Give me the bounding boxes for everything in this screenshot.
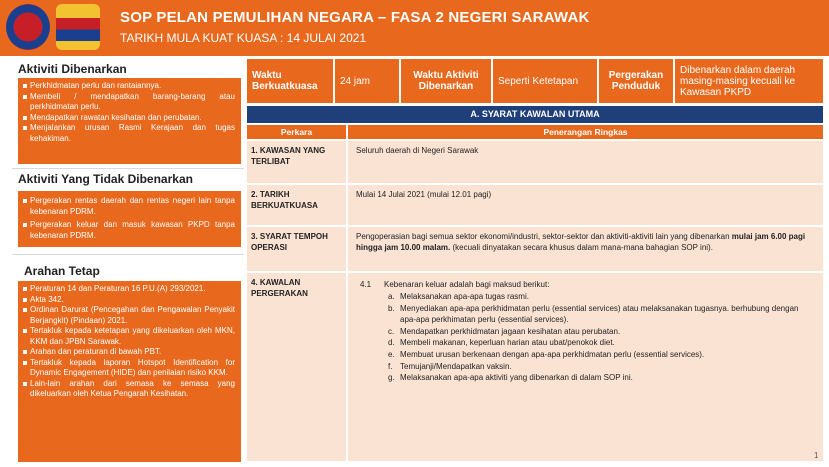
- waktu-aktiviti-label: Waktu Aktiviti Dibenarkan: [401, 59, 491, 103]
- pergerakan-value: Dibenarkan dalam daerah masing-masing kecuali ke Kawasan PKPD: [675, 59, 823, 103]
- item-text: Melaksanakan apa-apa aktiviti yang dibenarkan di dalam SOP ini.: [400, 373, 633, 383]
- divider: [12, 254, 244, 255]
- list-item: Pergerakan keluar dan masuk kawasan PKPD tanpa kebenaran PDRM.: [22, 220, 235, 241]
- item-text: Membeli makanan, keperluan harian atau ubat/penokok diet.: [400, 338, 615, 348]
- allowed-activities-box: [18, 78, 241, 164]
- row-value-kawalan: [348, 273, 823, 461]
- row-value-syarat: [348, 227, 823, 271]
- list-item: [372, 349, 815, 361]
- syarat-text-post: (kecuali dinyatakan secara khusus dalam mana-mana bahagian SOP ini).: [450, 243, 713, 252]
- column-header-perkara: Perkara: [247, 125, 346, 139]
- section-heading-not-allowed: Aktiviti Yang Tidak Dibenarkan: [18, 172, 193, 186]
- row-value-kawasan: Seluruh daerah di Negeri Sarawak: [348, 141, 823, 183]
- list-item: [372, 372, 815, 384]
- section-heading-allowed: Aktiviti Dibenarkan: [18, 62, 127, 76]
- list-item: [372, 361, 815, 373]
- agency-logo: [6, 4, 50, 50]
- list-item: [372, 303, 815, 326]
- row-label-tarikh: 2. TARIKH BERKUATKUASA: [247, 185, 346, 225]
- row-label-kawalan: 4. KAWALAN PERGERAKAN: [247, 273, 346, 461]
- list-item: [372, 326, 815, 338]
- standing-orders-box: [18, 281, 241, 462]
- item-text: Temujanji/Mendapatkan vaksin.: [400, 361, 512, 371]
- intro-line: [356, 279, 815, 290]
- item-text: Mendapatkan perkhidmatan jagaan kesihatan atau perubatan.: [400, 326, 621, 336]
- intro-text: Kebenaran keluar adalah bagi maksud berikut:: [384, 280, 550, 289]
- item-key: e.: [388, 349, 395, 359]
- syarat-text-pre: Pengoperasian bagi semua sektor ekonomi/industri, sektor-sektor dan aktiviti-aktiviti lain yang dibenarkan: [356, 232, 732, 241]
- item-key: d.: [388, 338, 395, 348]
- header-bar: [0, 0, 829, 56]
- column-header-penerangan: Penerangan Ringkas: [348, 125, 823, 139]
- list-item: Pergerakan rentas daerah dan rentas negeri lain tanpa kebenaran PDRM.: [22, 196, 235, 217]
- pergerakan-label: Pergerakan Penduduk: [599, 59, 673, 103]
- item-text: Melaksanakan apa-apa tugas rasmi.: [400, 292, 529, 301]
- list-item: [372, 291, 815, 303]
- list-item: [372, 337, 815, 349]
- intro-number: 4.1: [360, 280, 372, 289]
- item-key: c.: [388, 326, 395, 336]
- list-item: Tertakluk kepada ketetapan yang dikeluarkan oleh MKN, KKM dan JPBN Sarawak.: [22, 326, 235, 347]
- list-item: Menjalankan urusan Rasmi Kerajaan dan tugas kehakiman.: [22, 123, 235, 144]
- list-item: Peraturan 14 dan Peraturan 16 P.U.(A) 293/2021.: [22, 284, 235, 295]
- list-item: Ordinan Darurat (Pencegahan dan Pengawalan Penyakit Berjangkit) (Pindaan) 2021.: [22, 305, 235, 326]
- summary-row: [247, 59, 823, 103]
- divider: [12, 168, 244, 169]
- list-item: Akta 342.: [22, 295, 235, 306]
- item-key: a.: [388, 292, 395, 301]
- item-key: b.: [388, 303, 395, 313]
- coat-of-arms-logo: [56, 4, 100, 50]
- waktu-aktiviti-value: Seperti Ketetapan: [493, 59, 597, 103]
- list-item: Perkhidmatan perlu dan rantaiannya.: [22, 81, 235, 92]
- row-label-kawasan: 1. KAWASAN YANG TERLIBAT: [247, 141, 346, 183]
- list-item: Membeli / mendapatkan barang-barang atau perkhidmatan perlu.: [22, 92, 235, 113]
- item-text: Menyediakan apa-apa perkhidmatan perlu (essential services) atau melaksanakan tugasnya. berhubung dengan apa-apa perkhimatan perlu (essential services).: [400, 303, 799, 325]
- row-label-syarat: 3. SYARAT TEMPOH OPERASI: [247, 227, 346, 271]
- page-title: SOP PELAN PEMULIHAN NEGARA – FASA 2 NEGERI SARAWAK: [120, 9, 590, 26]
- page-subtitle: TARIKH MULA KUAT KUASA : 14 JULAI 2021: [120, 31, 367, 45]
- list-item: Lain-lain arahan dari semasa ke semasa yang dikeluarkan oleh Ketua Pengarah Kesihatan.: [22, 379, 235, 400]
- syarat-text-bold: mulai jam 6.00 pagi hingga jam 10.00 malam.: [356, 232, 806, 252]
- item-text: Membuat urusan berkenaan dengan apa-apa perkhidmatan perlu (essential services).: [400, 349, 705, 359]
- not-allowed-activities-box: [18, 191, 241, 247]
- waktu-berkuatkuasa-value: 24 jam: [335, 59, 399, 103]
- row-value-tarikh: Mulai 14 Julai 2021 (mulai 12.01 pagi): [348, 185, 823, 225]
- list-item: Tertakluk kepada laporan Hotspot Identification for Dynamic Engagement (HIDE) dan penilaian risiko KKM.: [22, 358, 235, 379]
- list-item: Arahan dan peraturan di bawah PBT.: [22, 347, 235, 358]
- section-banner: A. SYARAT KAWALAN UTAMA: [247, 106, 823, 123]
- item-key: g.: [388, 373, 395, 383]
- section-heading-standing-orders: Arahan Tetap: [24, 264, 100, 278]
- waktu-berkuatkuasa-label: Waktu Berkuatkuasa: [247, 59, 333, 103]
- item-key: f.: [388, 361, 393, 371]
- list-item: Mendapatkan rawatan kesihatan dan perubatan.: [22, 113, 235, 124]
- page-number: 1: [814, 451, 819, 460]
- permission-list: [356, 291, 815, 384]
